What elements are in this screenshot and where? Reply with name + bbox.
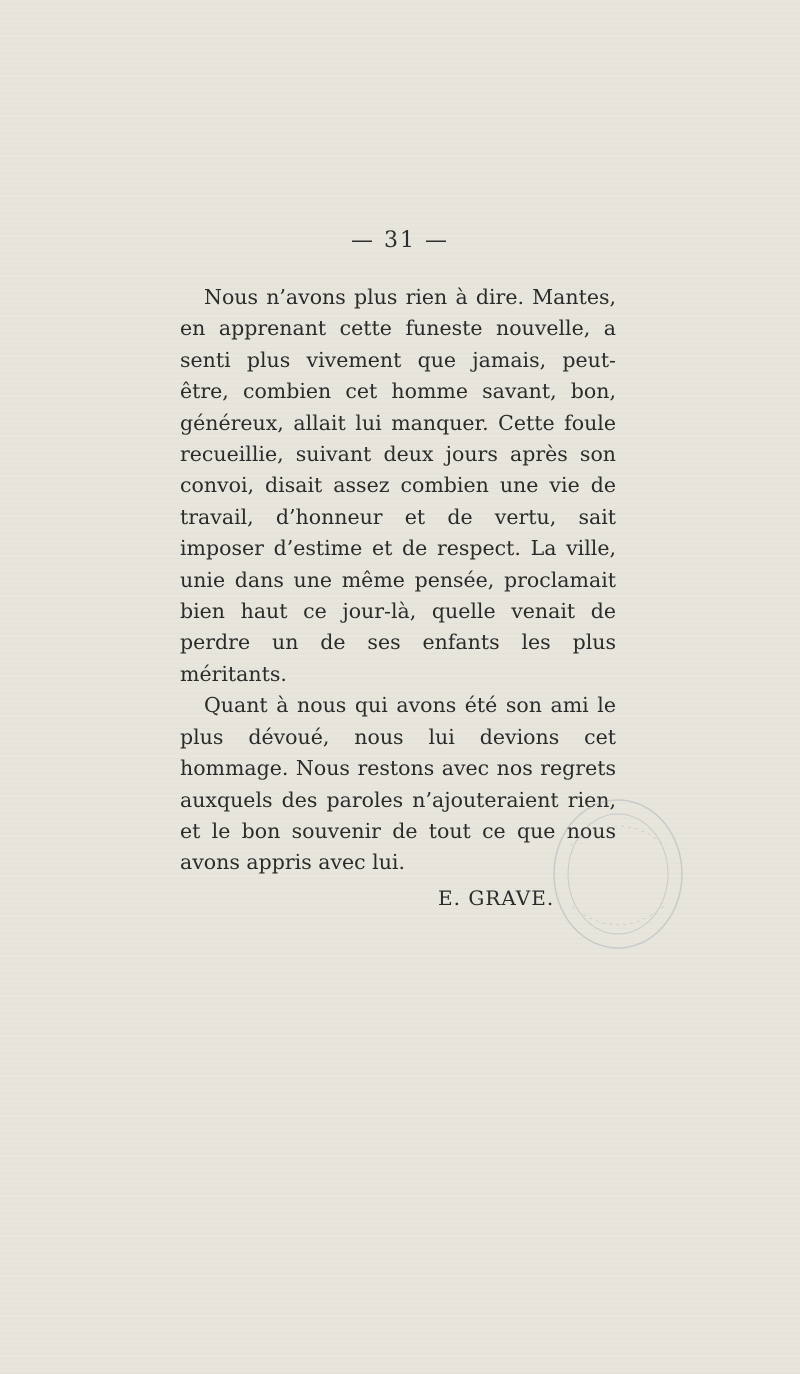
- paragraph-2: Quant à nous qui avons été son ami le plus dévoué, nous lui devions cet hommage. Nous restons avec nos regrets auxquels des paroles n’ajouteraient rien, et le bon souvenir de tout ce que nous avons appris avec lui.: [180, 693, 616, 875]
- paragraph-1: Nous n’avons plus rien à dire. Mantes, en apprenant cette funeste nouvelle, a senti plus vivement que jamais, peut-être, combien cet homme savant, bon, généreux, allait lui manquer. Cette foule recueillie, suivant deux jours après son convoi, disait assez combien une vie de travail, d’honneur et de vertu, sait imposer d’estime et de respect. La ville, unie dans une même pensée, proclamait bien haut ce jour-là, quelle venait de perdre un de ses enfants les plus méritants.: [180, 285, 616, 686]
- signature: E. GRAVE.: [438, 886, 555, 910]
- library-stamp-icon: [540, 786, 690, 956]
- page-number: — 31 —: [351, 228, 449, 253]
